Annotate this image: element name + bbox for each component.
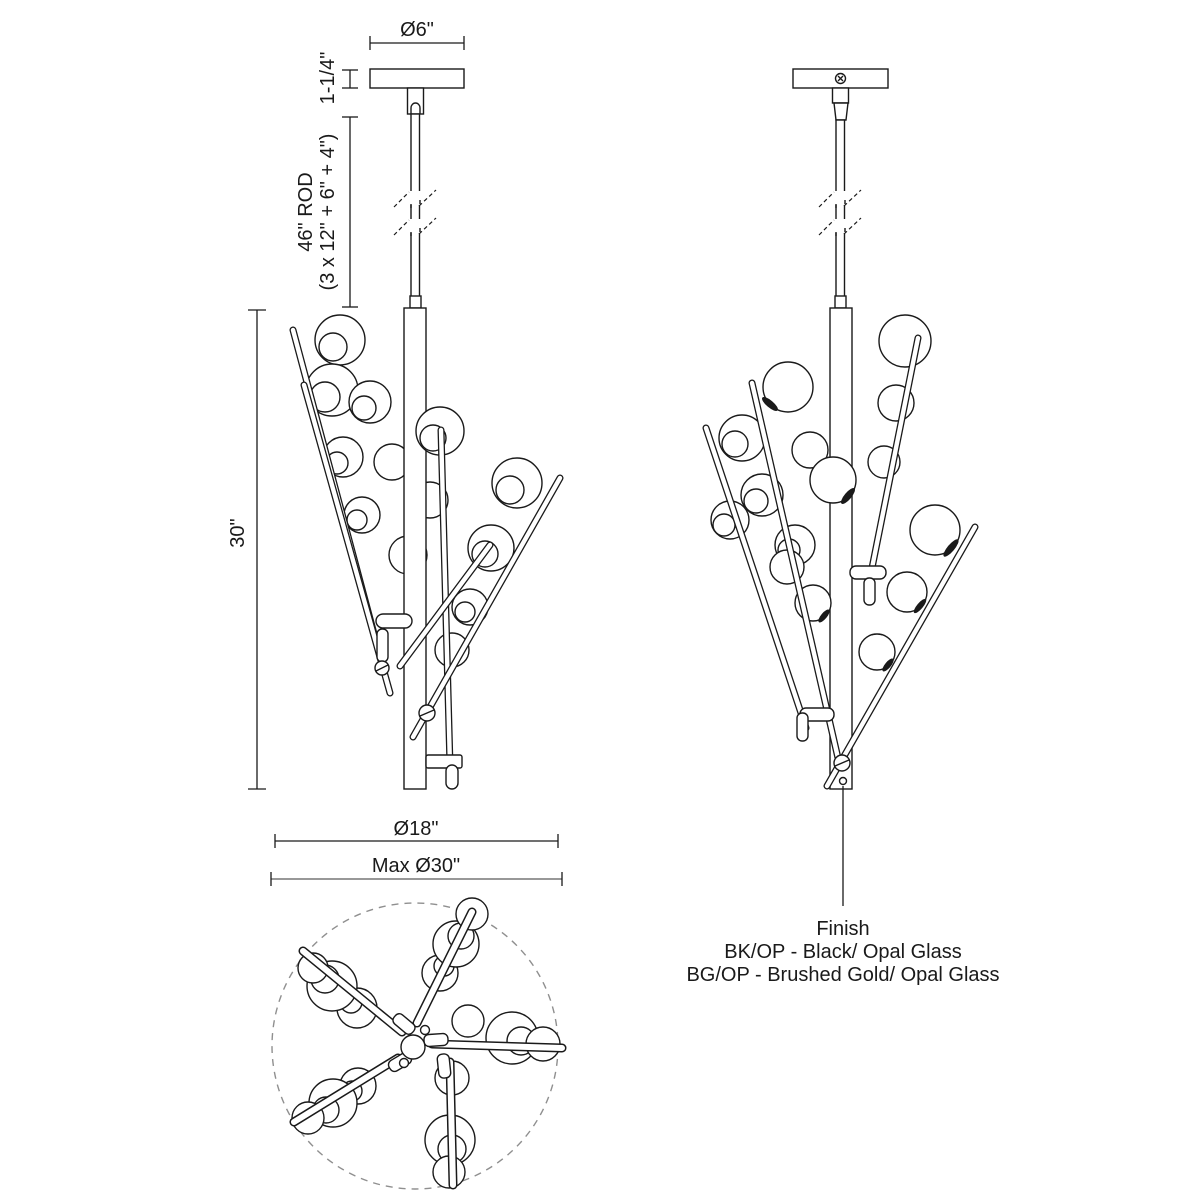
dim-body-height [227,310,266,789]
canopy-front [370,69,464,88]
hanging-rod-front [411,114,420,298]
top-view-drawing [272,898,562,1189]
body-height-label: 30" [227,518,249,548]
dim-max-diameter [271,855,562,886]
canopy-diameter-label: Ø6" [400,19,434,41]
rod-length-label-line2: (3 x 12" + 6" + 4") [317,133,339,291]
canopy-height-label: 1-1/4" [317,51,339,105]
body-diameter-label: Ø18" [393,818,439,840]
finish-option-2: BG/OP - Brushed Gold/ Opal Glass [686,964,1000,986]
finish-title: Finish [816,918,870,940]
dim-canopy-height [317,52,358,105]
rod-length-label-line1: 46" ROD [295,172,317,252]
dim-canopy-diameter [370,19,464,50]
dim-body-diameter [275,818,558,848]
dim-rod-length [295,117,358,307]
finish-option-1: BK/OP - Black/ Opal Glass [724,941,962,963]
hanging-rod-side [836,120,845,298]
max-diameter-label: Max Ø30" [371,855,461,877]
finish-note [686,786,999,986]
side-view-drawing [706,69,975,789]
